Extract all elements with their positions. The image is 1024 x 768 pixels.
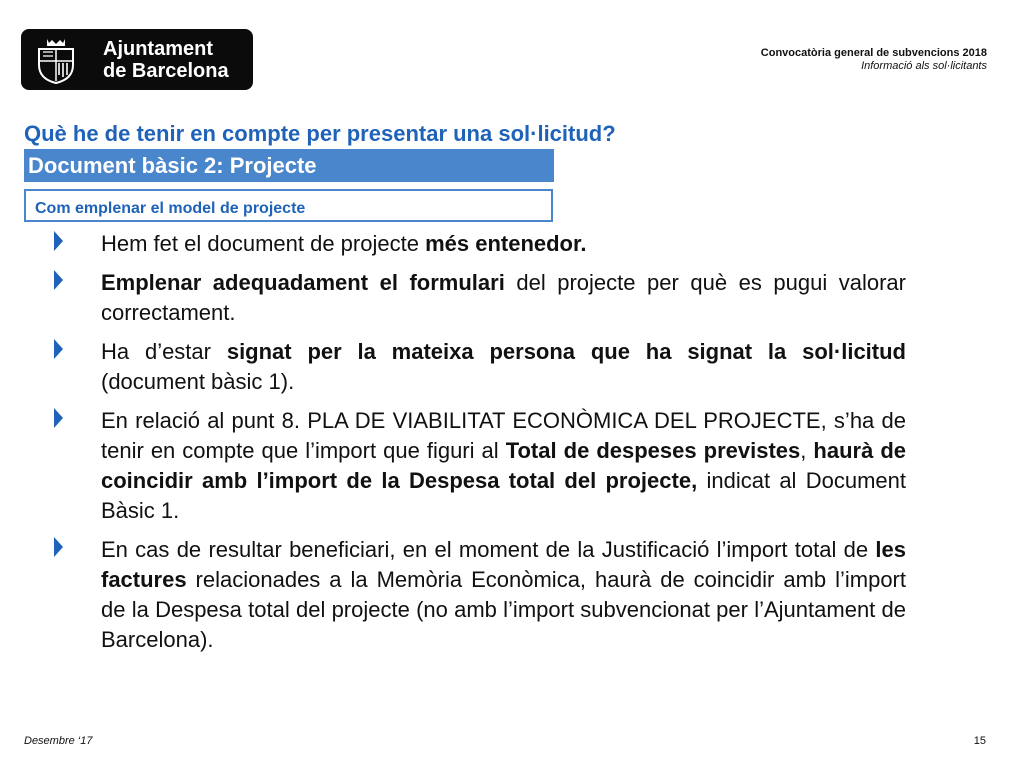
- header-subtitle: Informació als sol·licitants: [861, 60, 987, 72]
- bullet-text-part: Ha d’estar: [101, 339, 227, 364]
- bullet-text-bold: signat per la mateixa persona que ha signat la sol·licitud: [226, 339, 906, 364]
- bullet-text-part: del projecte per què es pugui valorar correctament.: [101, 270, 906, 325]
- bullet-text-part: En relació al punt 8. PLA DE VIABILITAT ECONÒMICA DEL PROJECTE, s’ha de tenir en compte que l’import que figuri al: [101, 408, 906, 463]
- bullet-item: [50, 406, 906, 526]
- header-info: [761, 47, 987, 73]
- bullet-item: [50, 337, 906, 397]
- logo-line-2: de Barcelona: [103, 60, 229, 82]
- bullet-text-part: En cas de resultar beneficiari, en el moment de la Justificació l’import total de: [101, 537, 876, 562]
- bullet-text: [101, 229, 906, 259]
- question-title: Què he de tenir en compte per presentar una sol·licitud?: [24, 121, 616, 146]
- bullet-text-part: Hem fet el document de projecte: [101, 231, 426, 256]
- barcelona-shield-icon: [31, 35, 81, 85]
- bullet-text-bold: les factures: [101, 537, 906, 592]
- bullet-item: [50, 535, 906, 655]
- bullet-text-bold: Total de despeses previstes: [505, 438, 801, 463]
- bullet-arrow-icon: [54, 339, 63, 359]
- bullet-arrow-icon: [54, 408, 63, 428]
- bullet-text-bold: més entenedor.: [425, 231, 587, 256]
- bullet-arrow-icon: [54, 270, 63, 290]
- bullet-item: [50, 268, 906, 328]
- bullet-text: [101, 268, 906, 328]
- bullet-text-part: indicat al Document Bàsic 1.: [101, 468, 906, 523]
- ajuntament-logo: [21, 29, 253, 90]
- page-number: 15: [973, 735, 986, 747]
- bullet-text-part: relacionades a la Memòria Econòmica, haurà de coincidir amb l’import de la Despesa total del projecte (no amb l’import subvencionat per l’Ajuntament de Barcelona).: [101, 567, 906, 652]
- subsection-title: Com emplenar el model de projecte: [24, 189, 553, 222]
- bullet-text: [101, 337, 906, 397]
- logo-text: [103, 38, 229, 82]
- logo-line-1: Ajuntament: [103, 38, 213, 60]
- bullet-text: [101, 406, 906, 526]
- bullet-text-part: (document bàsic 1).: [101, 369, 295, 394]
- bullet-item: [50, 229, 906, 259]
- footer-date: Desembre ‘17: [24, 735, 93, 747]
- bullet-text-bold: haurà de coincidir amb l’import de la Despesa total del projecte,: [101, 438, 906, 493]
- bullet-text-bold: Emplenar adequadament el formulari: [101, 270, 505, 295]
- bullet-list: [50, 229, 906, 664]
- bullet-text: [101, 535, 906, 655]
- bullet-text-part: ,: [800, 438, 814, 463]
- bullet-arrow-icon: [54, 537, 63, 557]
- section-title: Document bàsic 2: Projecte: [24, 149, 554, 182]
- header-title: Convocatòria general de subvencions 2018: [760, 47, 987, 59]
- bullet-arrow-icon: [54, 231, 63, 251]
